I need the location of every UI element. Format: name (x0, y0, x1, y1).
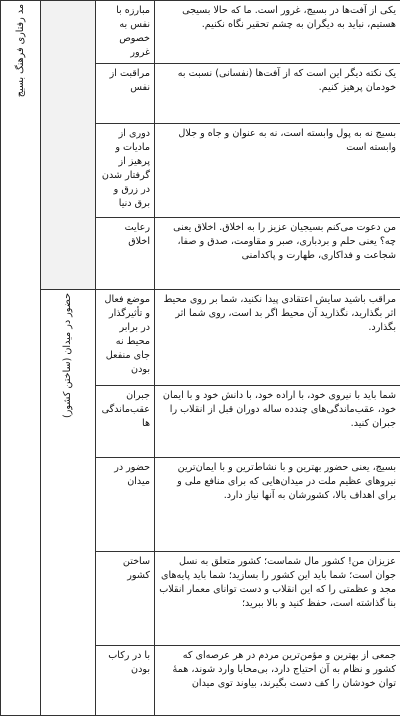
row-title: موضع فعال و تأثیرگذار در برابر محیط نه جای منفعل بودن (96, 290, 155, 386)
row-title: حضور در میدان (96, 458, 155, 552)
row-title: ساختن کشور (96, 552, 155, 646)
row-title: جبران عقب‌ماندگی‌ها (96, 386, 155, 458)
row-description: یکی از آفت‌ها در بسیج، غرور است. ما که حالا بسیجی هستیم، نباید به دیگران به چشم تحقیر نگاه نکنیم. (155, 1, 400, 64)
row-description: عزیزان من! کشور مال شماست؛ کشور متعلق به نسل جوان است؛ شما باید این کشور را بسازید؛ شما باید پایه‌های مجد و عظمتی را که این انقلاب و دست توانای معمار انقلاب بنا گذاشته است، حفظ کنید و بالا ببرید؛ (155, 552, 400, 646)
group-category-cell (41, 290, 96, 716)
row-description: بسیج نه به پول وابسته است، نه به عنوان و جاه و جلال وابسته است (155, 124, 400, 218)
row-title: با در رکاب بودن (96, 646, 155, 716)
table-row (1, 1, 400, 64)
row-title: مبارزه با نفس به خصوص غرور (96, 1, 155, 64)
row-title: دوری از مادیات و پرهیز از گرفتار شدن در زرق و برق دنیا (96, 124, 155, 218)
row-description: بسیج، یعنی حضور بهترین و با نشاط‌ترین و با ایمان‌ترین نیروهای عظیم ملت در میدان‌هایی که برای منافع ملی و برای اهداف بالا، کشورشان به آنها نیاز دارد. (155, 458, 400, 552)
row-title: رعایت اخلاق (96, 218, 155, 290)
row-title: مراقبت از نفس (96, 64, 155, 124)
group-category-label: حضور در میدان (ساختن کشور) (61, 293, 75, 418)
outer-category-cell (1, 1, 41, 716)
row-description: مراقب باشید سایش اعتقادی پیدا نکنید، شما بر روی محیط اثر بگذارید، نگذارید آن محیط اگر بد است، روی شما اثر بگذارد. (155, 290, 400, 386)
row-description: یک نکته دیگر این است که از آفت‌ها (نفسانی) نسبت به خودمان پرهیز کنیم. (155, 64, 400, 124)
row-description: من دعوت می‌کنم بسیجیان عزیز را به اخلاق. اخلاق یعنی چه؟ یعنی حلم و بردباری، صبر و مقاومت، صدق و صفا، شجاعت و فداکاری، طهارت و پاکدامنی (155, 218, 400, 290)
table-row (1, 290, 400, 386)
empty-group-cell (41, 1, 96, 290)
row-description: جمعی از بهترین و مؤمن‌ترین مردم در هر عرصه‌ای که کشور و نظام به آن احتیاج دارد، بی‌محابا وارد شوند، همهٔ توان خودشان را کف دست بگیرند، بیاوند توی میدان (155, 646, 400, 716)
outer-category-label: مد رفتاری فرهنگ بسیج (14, 4, 28, 97)
row-description: شما باید با نیروی خود، با اراده خود، با دانش خود و با ایمان خود، عقب‌ماندگی‌های چندده ساله دوران قبل از انقلاب را جبران کنید. (155, 386, 400, 458)
